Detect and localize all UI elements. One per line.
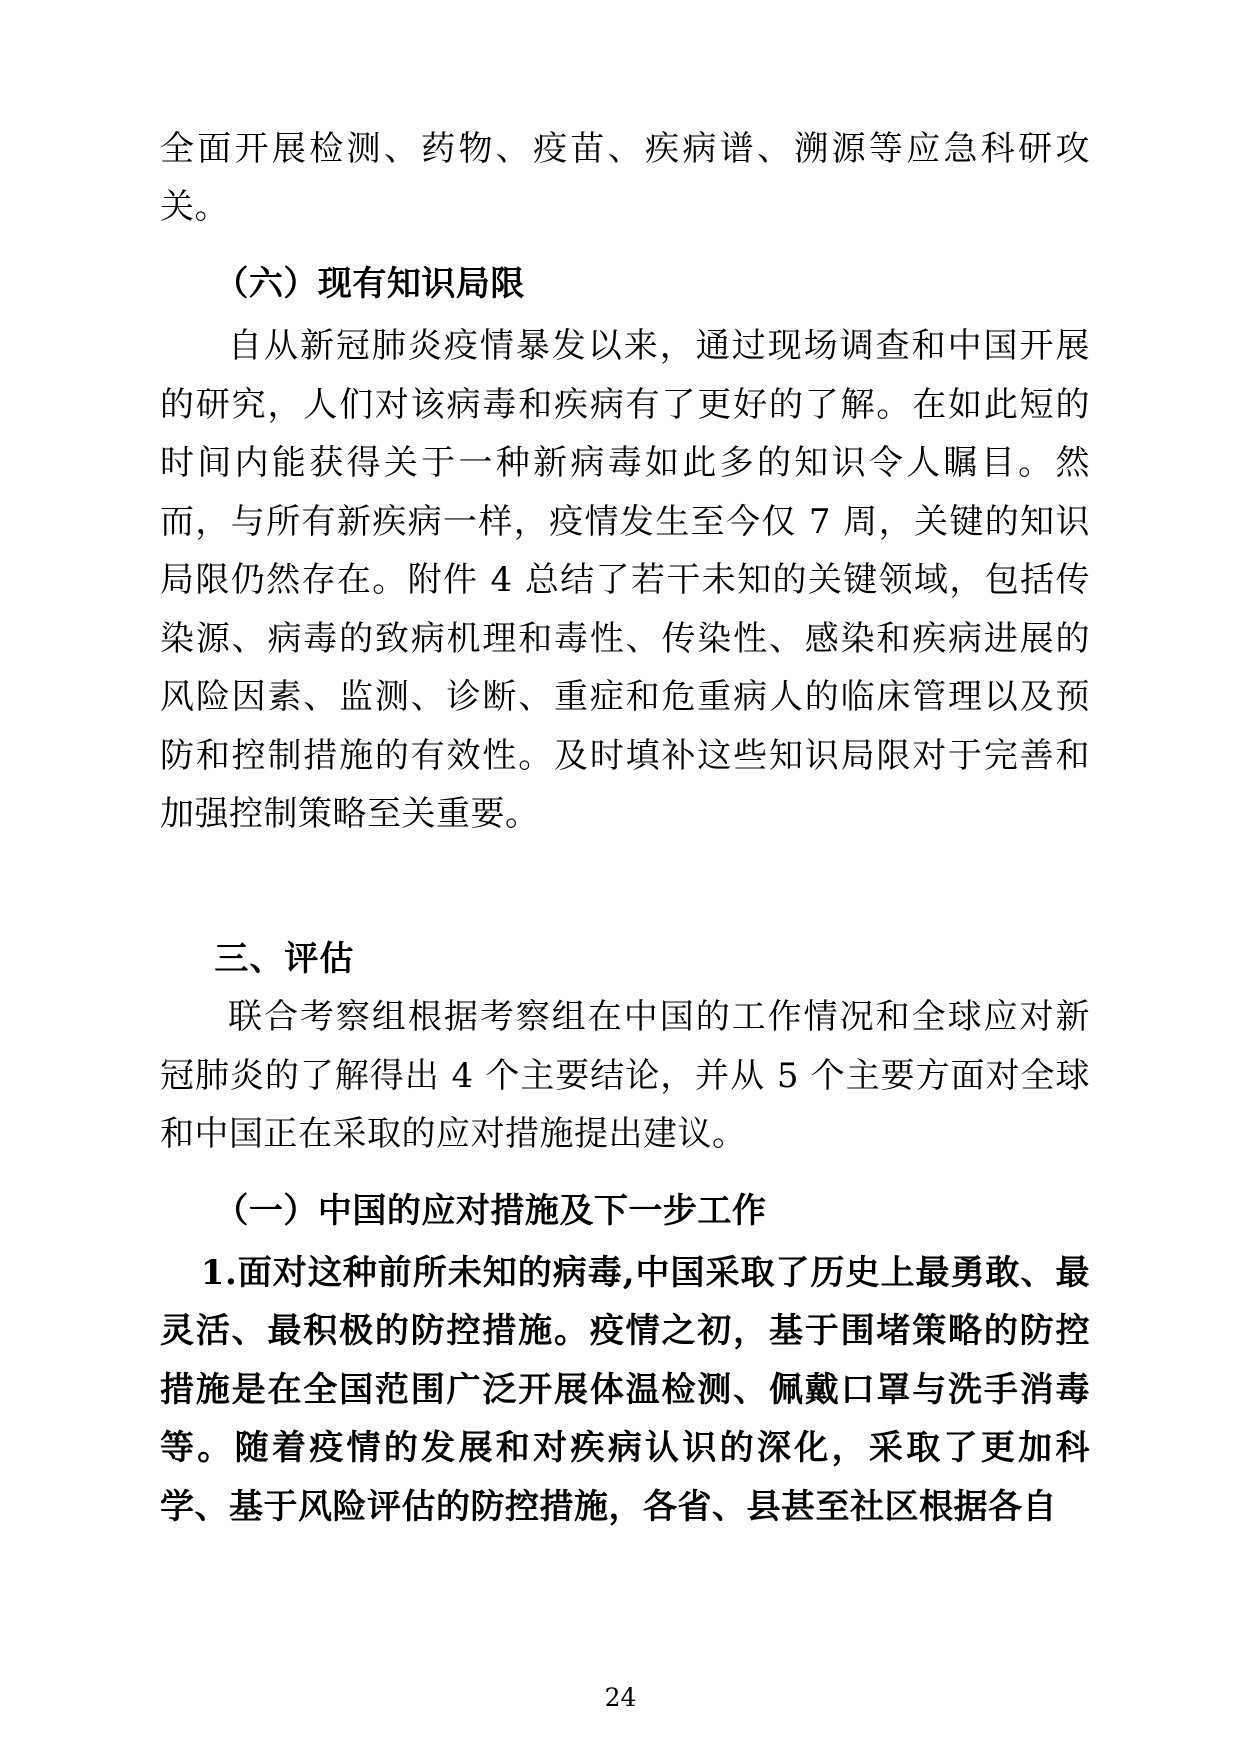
paragraph-continuation: 全面开展检测、药物、疫苗、疾病谱、溯源等应急科研攻关。 bbox=[160, 129, 1090, 228]
heading-section-one: （一）中国的应对措施及下一步工作 bbox=[214, 1190, 767, 1231]
page-number: 24 bbox=[604, 1683, 637, 1712]
paragraph-item-one: 1.面对这种前所未知的病毒,中国采取了历史上最勇敢、最灵活、最积极的防控措施。疫情之初，基于围堵策略的防控措施是在全国范围广泛开展体温检测、佩戴口罩与洗手消毒等。随着疫情的发展和对疾病认识的深化，采取了更加科学、基于风险评估的防控措施，各省、县甚至社区根据各自 bbox=[160, 1252, 1090, 1527]
section-spacer bbox=[160, 844, 1090, 930]
heading-chapter-three: 三、评估 bbox=[214, 938, 355, 979]
paragraph-knowledge-gaps: 自从新冠肺炎疫情暴发以来，通过现场调查和中国开展的研究，人们对该病毒和疾病有了更好的了解。在如此短的时间内能获得关于一种新病毒如此多的知识令人瞩目。然而，与所有新疾病一样，疫情发生至今仅 7 周，关键的知识局限仍然存在。附件 4 总结了若干未知的关键领域，包括传染源、病毒的致病机理和毒性、传染性、感染和疾病进展的风险因素、监测、诊断、重症和危重病人的临床管理以及预防和控制措施的有效性。及时填补这些知识局限对于完善和加强控制策略至关重要。 bbox=[160, 326, 1090, 835]
spacer bbox=[160, 237, 1090, 243]
document-body bbox=[160, 120, 1090, 1536]
heading-section-six: （六）现有知识局限 bbox=[214, 263, 525, 304]
paragraph-assessment: 联合考察组根据考察组在中国的工作情况和全球应对新冠肺炎的了解得出 4 个主要结论，并从 5 个主要方面对全球和中国正在采取的应对措施提出建议。 bbox=[160, 997, 1090, 1155]
spacer bbox=[160, 1164, 1090, 1170]
